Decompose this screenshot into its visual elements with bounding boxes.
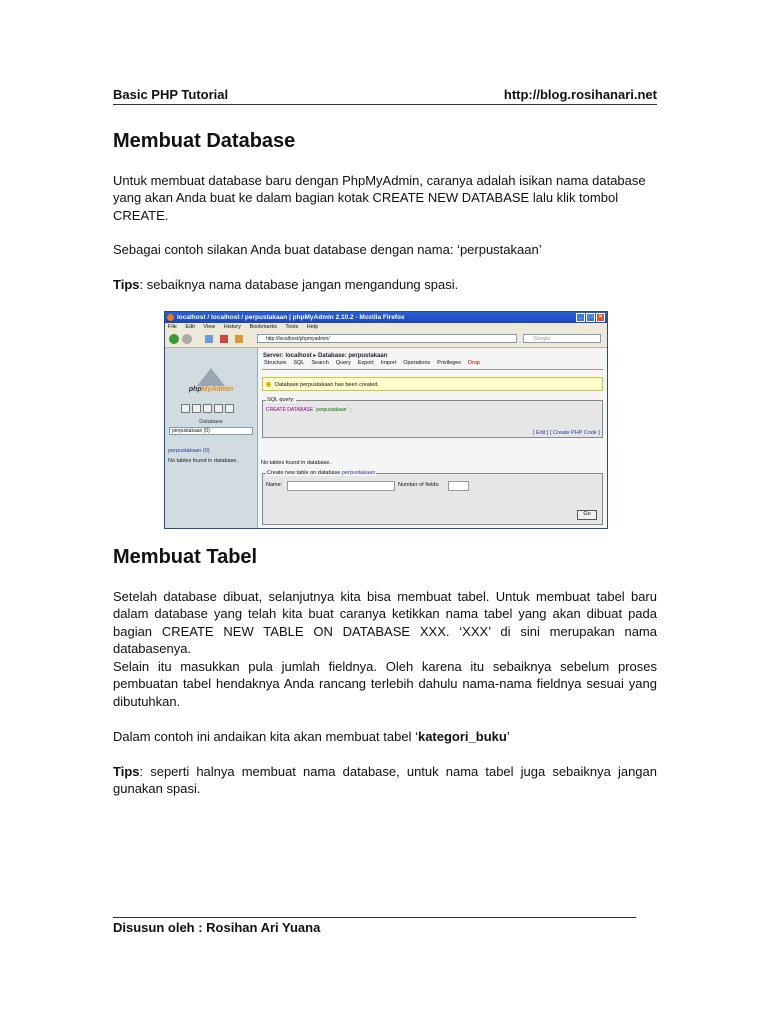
menu-history[interactable]: History xyxy=(223,324,241,330)
paragraph-tips-db xyxy=(113,276,657,293)
sidebar-icon-row xyxy=(181,404,234,413)
tab-search[interactable]: Search xyxy=(311,360,329,366)
window-titlebar xyxy=(165,312,607,323)
example-suffix: ’ xyxy=(506,729,510,744)
tab-privileges[interactable]: Privileges xyxy=(437,360,462,366)
minimize-icon[interactable]: _ xyxy=(576,313,585,322)
paragraph-create-table: Setelah database dibuat, selanjutnya kita bisa membuat tabel. Untuk membuat tabel baru dalam database yang telah kita buat caranya ketikkan nama tabel yang akan dibuat pada bagian CREATE NEW TABLE ON DATABASE XXX. ‘XXX’ di sini merupakan nama databasenya. xyxy=(113,589,657,657)
tab-operations[interactable]: Operations xyxy=(403,360,431,366)
fields-label: Number of fields: xyxy=(398,482,440,488)
tips-text-2: : seperti halnya membuat nama database, untuk nama tabel juga sebaiknya jangan gunakan spasi. xyxy=(113,764,657,797)
pma-sidebar xyxy=(165,348,258,528)
pma-tabs xyxy=(262,360,603,370)
forward-icon[interactable] xyxy=(182,334,192,344)
navigation-toolbar xyxy=(165,331,607,348)
sql-query xyxy=(266,407,351,413)
main-no-tables: No tables found in database. xyxy=(261,460,332,466)
url-input[interactable]: http://localhost/phpmyadmin/ xyxy=(257,334,517,343)
menu-bookmarks[interactable]: Bookmarks xyxy=(249,324,277,330)
tab-query[interactable]: Query xyxy=(335,360,351,366)
docs-icon[interactable] xyxy=(203,404,212,413)
window-title: localhost / localhost / perpustakaan | phpMyAdmin 2.10.2 - Mozilla Firefox xyxy=(177,314,405,321)
go-button[interactable]: Go xyxy=(577,510,597,520)
back-icon[interactable] xyxy=(169,334,179,344)
logo-prefix: php xyxy=(188,386,202,393)
tab-export[interactable]: Export xyxy=(357,360,374,366)
menu-bar xyxy=(165,323,607,331)
header-title: Basic PHP Tutorial xyxy=(113,87,229,102)
sql-end: ; xyxy=(348,407,352,413)
breadcrumb: Server: localhost ▸ Database: perpustakaan xyxy=(263,353,388,359)
menu-tools[interactable]: Tools xyxy=(285,324,299,330)
database-select[interactable]: perpustakaan (0) xyxy=(169,427,253,435)
create-legend-prefix: Create new table on database xyxy=(267,470,342,476)
tab-import[interactable]: Import xyxy=(380,360,397,366)
maximize-icon[interactable]: □ xyxy=(586,313,595,322)
tips-text: : sebaiknya nama database jangan mengandung spasi. xyxy=(139,277,459,292)
tab-drop[interactable]: Drop xyxy=(468,360,480,366)
name-label: Name: xyxy=(266,482,283,488)
create-table-form xyxy=(262,470,603,525)
menu-help[interactable]: Help xyxy=(306,324,319,330)
phpmyadmin-logo xyxy=(175,368,247,398)
page-header xyxy=(113,86,657,105)
paragraph-fields: Selain itu masukkan pula jumlah fieldnya. Oleh karena itu sebaiknya sebelum proses pembuatan tabel hendaknya Anda rancang terlebih dahulu nama-nama fieldnya sesuai yang dibutuhkan. xyxy=(113,659,657,709)
sidebar-db-link[interactable]: perpustakaan (0) xyxy=(168,448,210,454)
success-message: Database perpustakaan has been created. xyxy=(262,377,603,391)
example-table-name: kategori_buku xyxy=(417,729,507,744)
sql-query-box xyxy=(262,397,603,438)
close-icon[interactable]: × xyxy=(596,313,605,322)
logo-suffix: MyAdmin xyxy=(201,386,234,393)
section-title-database: Membuat Database xyxy=(113,130,296,152)
footer-author: Disusun oleh : Rosihan Ari Yuana xyxy=(113,920,321,935)
search-input[interactable]: Google xyxy=(523,334,601,343)
fields-count-input[interactable] xyxy=(448,481,469,491)
tab-sql[interactable]: SQL xyxy=(293,360,305,366)
sidebar-no-tables: No tables found in database. xyxy=(168,458,239,464)
firefox-icon xyxy=(167,314,174,321)
menu-file[interactable]: File xyxy=(168,324,177,330)
tips-label: Tips xyxy=(113,277,140,292)
menu-edit[interactable]: Edit xyxy=(185,324,195,330)
section-title-table: Membuat Tabel xyxy=(113,546,258,568)
create-legend xyxy=(266,470,376,476)
example-prefix: Dalam contoh ini andaikan kita akan membuat tabel ‘ xyxy=(113,729,418,744)
pma-main-content xyxy=(258,348,607,528)
window-controls xyxy=(576,313,605,322)
home-icon[interactable] xyxy=(235,335,243,343)
sql-icon[interactable] xyxy=(192,404,201,413)
table-name-input[interactable] xyxy=(287,481,395,491)
sql-legend: SQL query: xyxy=(267,397,295,403)
create-legend-db[interactable]: perpustakaan xyxy=(341,470,376,476)
tips-label-2: Tips xyxy=(113,764,140,779)
stop-icon[interactable] xyxy=(220,335,228,343)
phpmyadmin-screenshot xyxy=(164,311,608,529)
tab-structure[interactable]: Structure xyxy=(264,360,287,366)
reload-icon[interactable] xyxy=(205,335,213,343)
footer-divider xyxy=(113,917,636,918)
menu-view[interactable]: View xyxy=(203,324,216,330)
header-url: http://blog.rosihanari.net xyxy=(503,87,657,102)
sql-value: `perpustakaan` xyxy=(314,407,349,413)
help-icon[interactable] xyxy=(214,404,223,413)
home-icon[interactable] xyxy=(181,404,190,413)
sql-keyword: CREATE DATABASE xyxy=(266,407,314,413)
paragraph-example: Sebagai contoh silakan Anda buat database dengan nama: ‘perpustakaan’ xyxy=(113,242,542,257)
paragraph-example-table xyxy=(113,728,657,745)
sql-links[interactable]: [ Edit ] [ Create PHP Code ] xyxy=(532,430,600,436)
sail-icon xyxy=(197,368,225,386)
database-label: Database xyxy=(199,419,223,425)
reload-icon[interactable] xyxy=(225,404,234,413)
paragraph-tips-table xyxy=(113,763,657,798)
paragraph-create-db: Untuk membuat database baru dengan PhpMyAdmin, caranya adalah isikan nama database yang akan Anda buat ke dalam bagian kotak CREATE NEW DATABASE lalu klik tombol CREATE. xyxy=(113,173,646,223)
